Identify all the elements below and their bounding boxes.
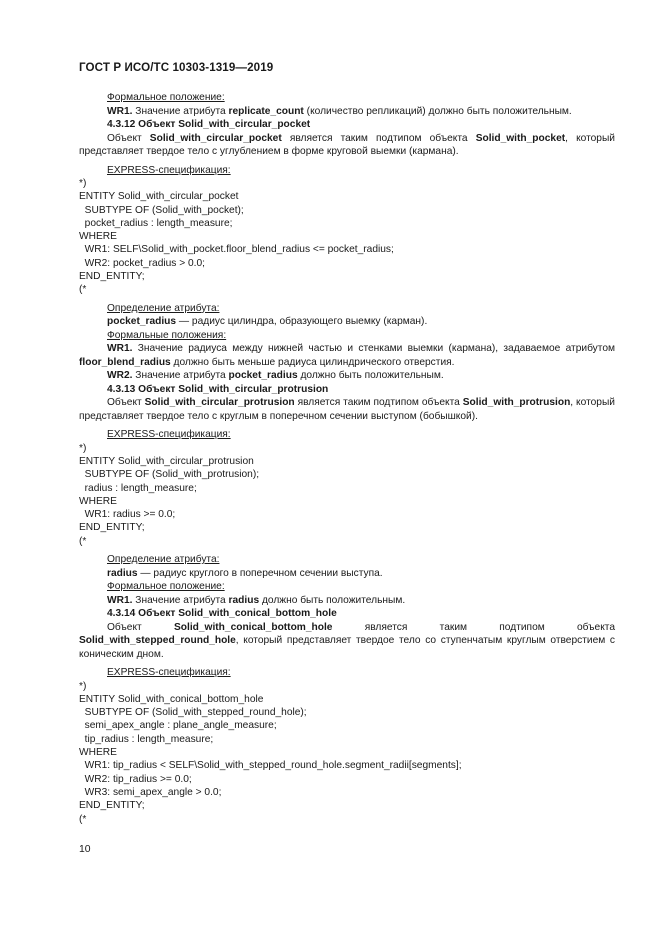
formal-provisions-label: Формальные положения: <box>107 329 227 341</box>
section-heading: 4.3.14 Объект Solid_with_conical_bottom_hole <box>107 608 337 620</box>
desc-text: является таким подтипом объекта <box>281 132 476 144</box>
parent-entity-name: Solid_with_protrusion <box>462 397 571 409</box>
entity-name: Solid_with_circular_pocket <box>149 132 282 144</box>
attribute-description: — радиус цилиндра, образующего выемку (карман). <box>176 316 428 328</box>
parent-entity-name: Solid_with_stepped_round_hole <box>79 635 236 647</box>
entity-description <box>79 621 615 662</box>
rule-wr1 <box>79 105 615 119</box>
rule-text: (количество репликаций) должно быть положительным. <box>303 105 572 117</box>
code-line: WR1: SELF\Solid_with_pocket.floor_blend_radius <= pocket_radius; <box>79 244 394 256</box>
desc-text: Объект <box>107 132 150 144</box>
attribute-name: floor_blend_radius <box>79 356 171 368</box>
section-heading: 4.3.12 Объект Solid_with_circular_pocket <box>107 119 311 130</box>
formal-provision-label: Формальное положение: <box>107 581 225 593</box>
attribute-name: radius <box>107 567 138 579</box>
attribute-definition-label: Определение атрибута: <box>107 302 220 314</box>
express-code-block <box>79 177 615 297</box>
rule-wr1 <box>79 342 615 369</box>
desc-text: является таким подтипом объекта <box>294 397 463 409</box>
rule-text: должно быть меньше радиуса цилиндрического отверстия. <box>170 356 455 368</box>
code-line: END_ENTITY; <box>79 522 145 534</box>
attribute-definition-label: Определение атрибута: <box>107 554 220 566</box>
entity-description <box>79 132 615 159</box>
code-line: WHERE <box>79 747 117 759</box>
attribute-name: pocket_radius <box>228 370 298 382</box>
attribute-description: — радиус круглого в поперечном сечении выступа. <box>137 567 383 579</box>
page-content <box>79 91 615 826</box>
entity-description <box>79 396 615 423</box>
code-line: WR1: radius >= 0.0; <box>79 509 176 521</box>
attribute-name: pocket_radius <box>107 316 177 328</box>
rule-label: WR1. <box>107 594 133 606</box>
rule-text: Значение атрибута <box>132 370 229 382</box>
parent-entity-name: Solid_with_pocket <box>475 132 566 144</box>
desc-text: является таким подтипом объекта <box>332 621 615 633</box>
express-code-block <box>79 680 615 826</box>
code-line: ENTITY Solid_with_conical_bottom_hole <box>79 693 264 705</box>
code-line: (* <box>79 284 87 296</box>
desc-text: , который представляет твердое тело со ступенчатым круглым отверстием с коническим дном. <box>79 635 615 660</box>
desc-text: , который представляет твердое тело с углублением в форме круговой выемки (кармана). <box>79 132 615 157</box>
code-line: *) <box>79 442 87 454</box>
section-heading: 4.3.13 Объект Solid_with_circular_protrusion <box>107 383 329 395</box>
express-spec-label: EXPRESS-спецификация: <box>107 667 231 679</box>
code-line: WR1: tip_radius < SELF\Solid_with_stepped_round_hole.segment_radii[segments]; <box>79 760 462 772</box>
attribute-name: radius <box>228 594 260 606</box>
code-line: WR3: semi_apex_angle > 0.0; <box>79 786 222 798</box>
desc-text: Объект <box>107 621 174 633</box>
rule-text: Значение радиуса между нижней частью и стенками выемки (кармана), задаваемое атрибутом <box>132 343 615 355</box>
page-number: 10 <box>79 844 91 855</box>
entity-name: Solid_with_conical_bottom_hole <box>173 621 333 633</box>
express-spec-label: EXPRESS-спецификация: <box>107 429 231 441</box>
rule-text: должно быть положительным. <box>259 594 406 606</box>
code-line: pocket_radius : length_measure; <box>79 217 233 229</box>
attribute-definition <box>79 315 615 329</box>
code-line: ENTITY Solid_with_circular_pocket <box>79 191 239 203</box>
rule-wr2 <box>79 369 615 383</box>
code-line: WHERE <box>79 495 117 507</box>
code-line: *) <box>79 680 87 692</box>
rule-wr1 <box>79 594 615 608</box>
code-line: SUBTYPE OF (Solid_with_pocket); <box>79 204 244 216</box>
code-line: (* <box>79 813 87 825</box>
express-code-block <box>79 442 615 548</box>
code-line: SUBTYPE OF (Solid_with_stepped_round_hole); <box>79 707 307 719</box>
rule-label: WR1. <box>107 343 133 355</box>
code-line: *) <box>79 178 87 189</box>
rule-label: WR2. <box>107 370 133 382</box>
desc-text: Объект <box>107 397 145 409</box>
attribute-definition <box>79 567 615 581</box>
page-header: ГОСТ Р ИСО/ТС 10303-1319—2019 <box>79 61 274 74</box>
express-spec-label: EXPRESS-спецификация: <box>107 164 231 176</box>
rule-text: Значение атрибута <box>132 105 229 117</box>
code-line: WHERE <box>79 231 117 243</box>
rule-text: должно быть положительным. <box>297 370 444 382</box>
formal-provision-label: Формальное положение: <box>107 92 225 103</box>
entity-name: Solid_with_circular_protrusion <box>144 397 295 409</box>
code-line: (* <box>79 535 87 547</box>
code-line: END_ENTITY; <box>79 800 145 812</box>
code-line: WR2: pocket_radius > 0.0; <box>79 257 205 269</box>
desc-text: , который представляет твердое тело с круглым в поперечном сечении выступом (бобышкой). <box>79 397 615 422</box>
code-line: END_ENTITY; <box>79 271 145 283</box>
code-line: WR2: tip_radius >= 0.0; <box>79 773 192 785</box>
rule-label: WR1. <box>107 105 133 117</box>
attribute-name: replicate_count <box>228 105 304 117</box>
rule-text: Значение атрибута <box>132 594 229 606</box>
code-line: tip_radius : length_measure; <box>79 733 214 745</box>
code-line: radius : length_measure; <box>79 482 197 494</box>
code-line: SUBTYPE OF (Solid_with_protrusion); <box>79 469 260 481</box>
code-line: ENTITY Solid_with_circular_protrusion <box>79 455 254 467</box>
code-line: semi_apex_angle : plane_angle_measure; <box>79 720 277 732</box>
